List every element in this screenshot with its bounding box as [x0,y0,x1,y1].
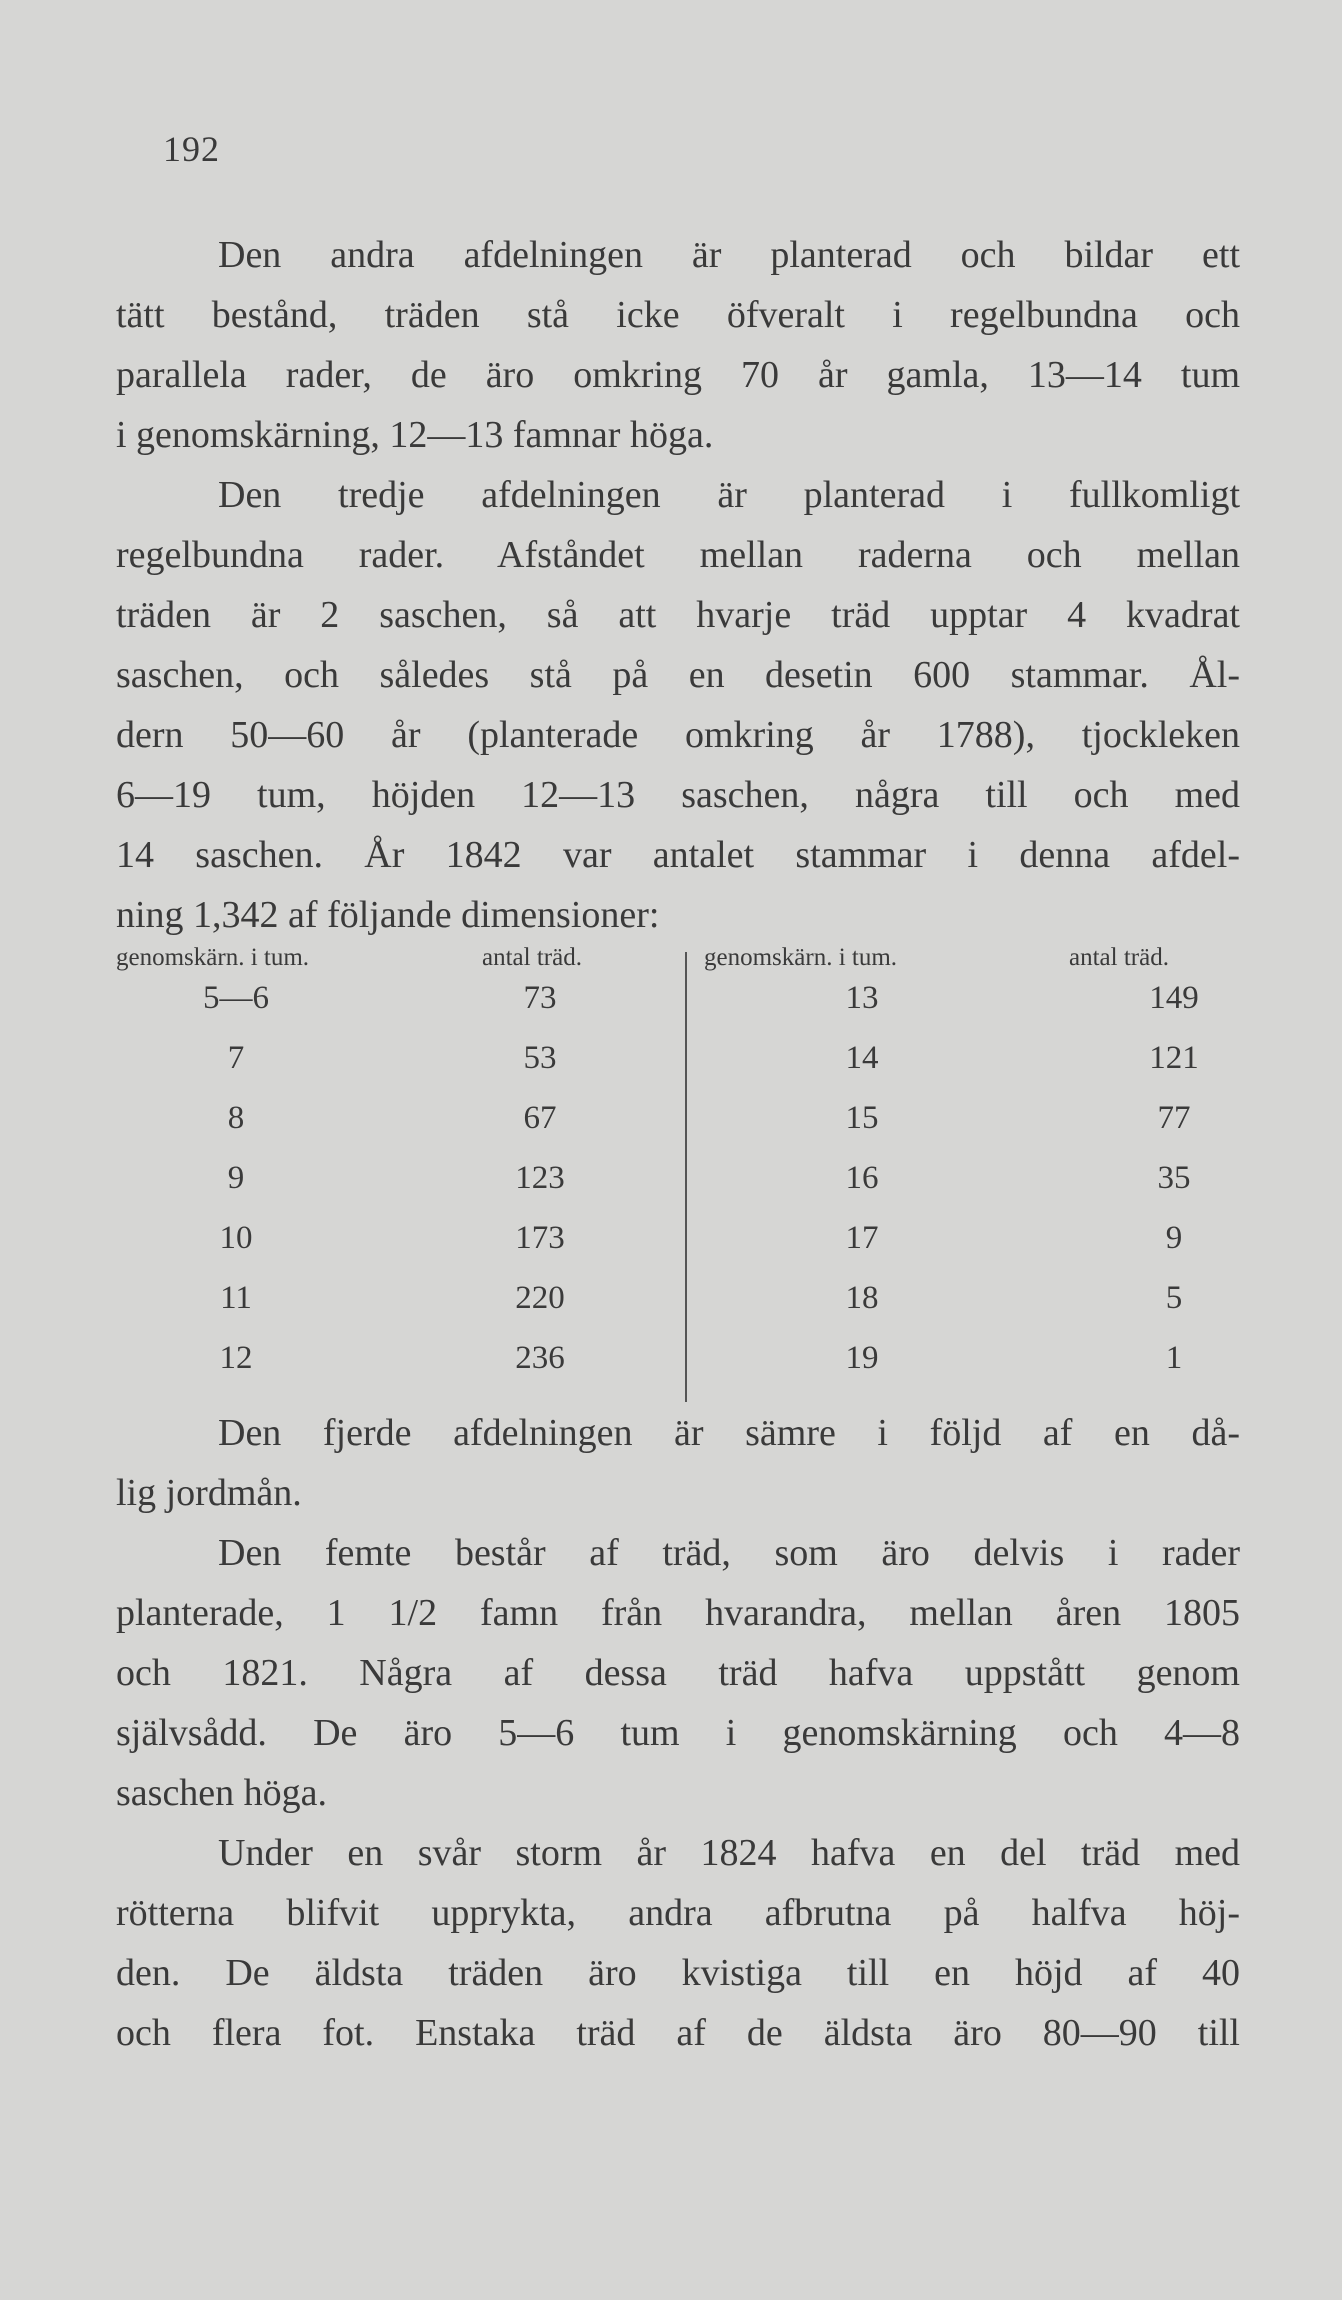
right-count-cell: 9 [1165,1220,1183,1256]
right-diameter-cell: 17 [845,1220,879,1256]
left-count-cell: 173 [515,1220,565,1256]
right-count-cell: 149 [1149,980,1199,1016]
left-count-cell: 73 [523,980,557,1016]
left-diameter-cell: 5—6 [203,980,269,1016]
text-line: dern 50—60 år (planterade omkring år 1788), tjockleken [116,714,1240,756]
left-diameter-cell: 12 [219,1340,253,1376]
body-text-top [116,225,1240,945]
text-line: i genomskärning, 12—13 famnar höga. [116,414,714,456]
text-line: saschen höga. [116,1772,328,1814]
header-left-count: antal träd. [482,944,582,971]
text-line: regelbundna rader. Afståndet mellan raderna och mellan [116,534,1240,576]
left-count-cell: 53 [523,1040,557,1076]
text-line: träden är 2 saschen, så att hvarje träd upptar 4 kvadrat [116,594,1240,636]
right-count-cell: 35 [1157,1160,1191,1196]
right-count-cell: 5 [1165,1280,1183,1316]
text-line: den. De äldsta träden äro kvistiga till en höjd af 40 [116,1952,1240,1994]
text-line: planterade, 1 1/2 famn från hvarandra, mellan åren 1805 [116,1592,1240,1634]
text-line: och flera fot. Enstaka träd af de äldsta äro 80—90 till [116,2012,1240,2054]
right-diameter-cell: 13 [845,980,879,1016]
left-count-cell: 123 [515,1160,565,1196]
right-diameter-cell: 19 [845,1340,879,1376]
left-diameter-cell: 7 [227,1040,245,1076]
text-line: Den femte består af träd, som äro delvis i rader [218,1532,1240,1574]
text-line: 6—19 tum, höjden 12—13 saschen, några till och med [116,774,1240,816]
left-diameter-cell: 11 [220,1280,252,1316]
right-diameter-cell: 15 [845,1100,879,1136]
right-count-cell: 77 [1157,1100,1191,1136]
left-count-cell: 220 [515,1280,565,1316]
text-line: och 1821. Några af dessa träd hafva uppstått genom [116,1652,1240,1694]
text-line: lig jordmån. [116,1472,302,1514]
text-line: ning 1,342 af följande dimensioner: [116,894,660,936]
header-right-diameter: genomskärn. i tum. [704,944,898,971]
header-left-diameter: genomskärn. i tum. [116,944,310,971]
right-count-cell: 1 [1165,1340,1183,1376]
left-diameter-cell: 9 [227,1160,245,1196]
left-diameter-cell: 8 [227,1100,245,1136]
text-line: 14 saschen. År 1842 var antalet stammar i denna afdel- [116,834,1240,876]
text-line: Den tredje afdelningen är planterad i fullkomligt [218,474,1240,516]
text-line: Den andra afdelningen är planterad och bildar ett [218,234,1240,276]
text-line: tätt bestånd, träden stå icke öfveralt i regelbundna och [116,294,1240,336]
header-right-count: antal träd. [1069,944,1169,971]
text-line: saschen, och således stå på en desetin 600 stammar. Ål- [116,654,1240,696]
text-line: parallela rader, de äro omkring 70 år gamla, 13—14 tum [116,354,1240,396]
column-divider [685,952,687,1402]
text-line: rötterna blifvit upprykta, andra afbrutna på halfva höj- [116,1892,1240,1934]
right-diameter-cell: 14 [845,1040,879,1076]
text-line: Den fjerde afdelningen är sämre i följd af en då- [218,1412,1240,1454]
right-diameter-cell: 16 [845,1160,879,1196]
body-text-bottom [116,1403,1240,2063]
text-line: självsådd. De äro 5—6 tum i genomskärning och 4—8 [116,1712,1240,1754]
left-count-cell: 236 [515,1340,565,1376]
right-diameter-cell: 18 [845,1280,879,1316]
dimension-table [116,944,1240,1414]
text-line: Under en svår storm år 1824 hafva en del träd med [218,1832,1240,1874]
page-number: 192 [163,129,220,169]
left-diameter-cell: 10 [219,1220,253,1256]
right-count-cell: 121 [1149,1040,1199,1076]
left-count-cell: 67 [523,1100,557,1136]
